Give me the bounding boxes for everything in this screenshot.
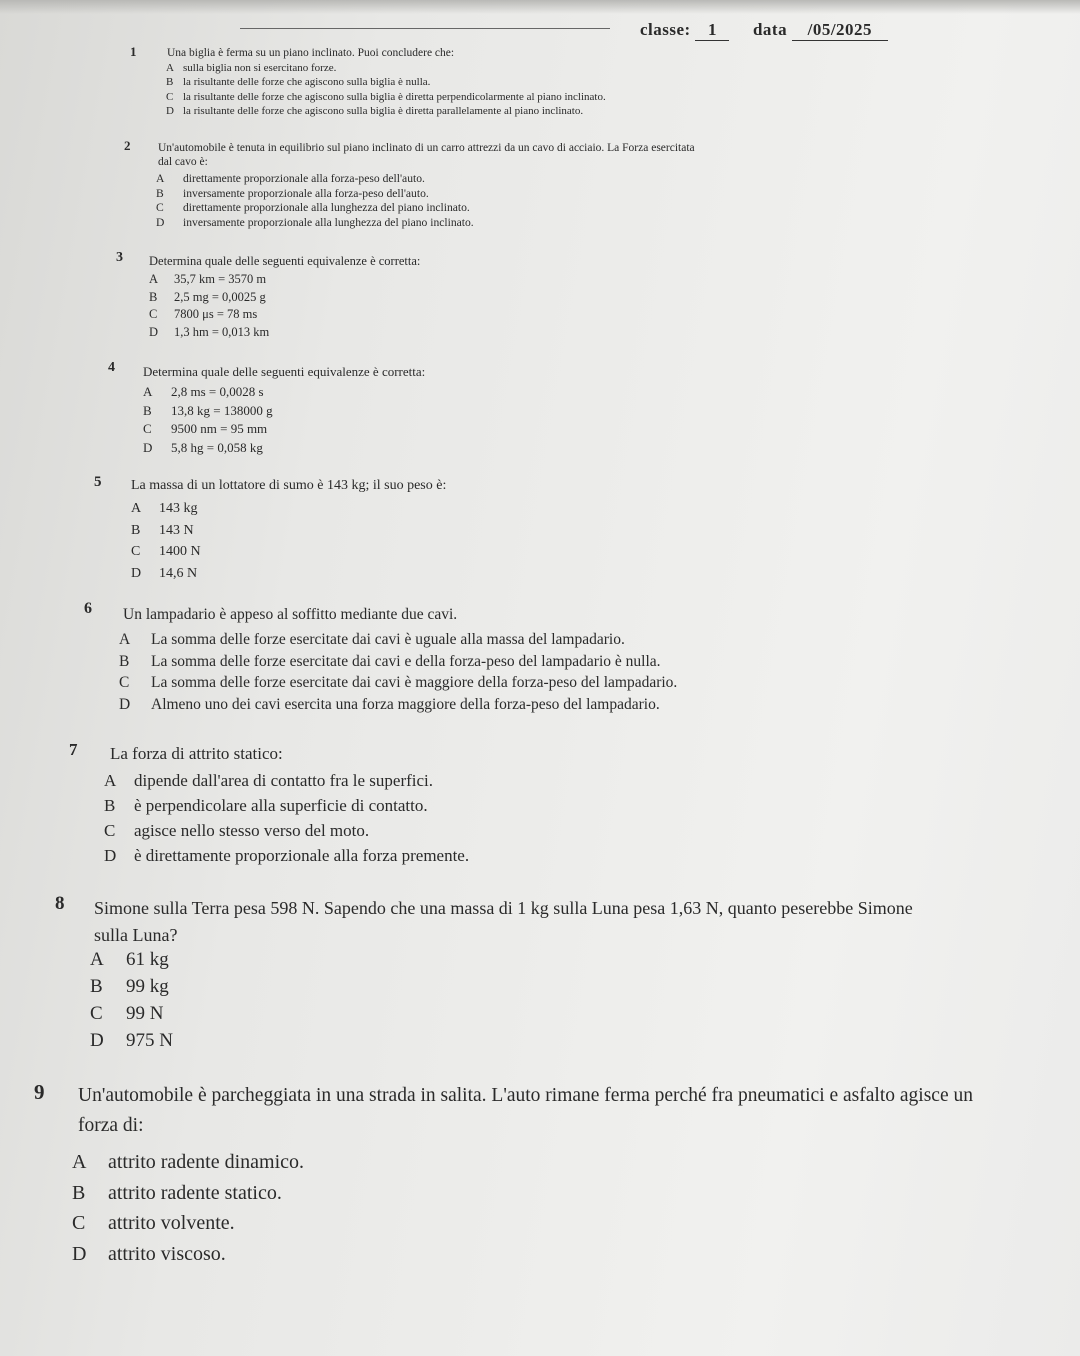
option-d[interactable]: D 5,8 hg = 0,058 kg xyxy=(143,439,263,455)
option-b[interactable]: B la risultante delle forze che agiscono sulla biglia è nulla. xyxy=(166,76,431,89)
question-number: 8 xyxy=(55,893,65,914)
question-text: Una biglia è ferma su un piano inclinato. Puoi concludere che: xyxy=(167,47,455,59)
question-number: 4 xyxy=(108,360,115,375)
question-text: Determina quale delle seguenti equivalenze è corretta: xyxy=(149,254,421,268)
question-number: 5 xyxy=(94,474,102,490)
class-value: 1 xyxy=(695,20,729,41)
option-c[interactable]: C la risultante delle forze che agiscono sulla biglia è diretta perpendicolarmente al piano inclinato. xyxy=(166,90,606,103)
question-text: La forza di attrito statico: xyxy=(110,744,283,763)
option-a[interactable]: A sulla biglia non si esercitano forze. xyxy=(166,62,337,74)
option-a[interactable]: A 143 kg xyxy=(131,501,198,516)
question-number: 1 xyxy=(130,44,137,59)
option-d[interactable]: D 975 N xyxy=(90,1030,173,1051)
option-a[interactable]: A direttamente proporzionale alla forza-peso dell'auto. xyxy=(156,172,425,185)
options-list xyxy=(156,172,474,230)
options-list xyxy=(166,61,606,118)
question-text: Un lampadario è appeso al soffitto mediante due cavi. xyxy=(123,606,458,623)
option-b[interactable]: B 143 N xyxy=(131,522,194,538)
option-b[interactable]: B La somma delle forze esercitate dai cavi e della forza-peso del lampadario è nulla. xyxy=(119,652,661,670)
option-a[interactable]: A attrito radente dinamico. xyxy=(72,1151,305,1173)
top-rule xyxy=(240,28,610,29)
option-c[interactable]: C 9500 nm = 95 mm xyxy=(143,421,268,436)
option-b[interactable]: B è perpendicolare alla superficie di contatto. xyxy=(104,796,428,815)
option-a[interactable]: A 2,8 ms = 0,0028 s xyxy=(143,384,264,399)
option-c[interactable]: C 7800 μs = 78 ms xyxy=(149,307,258,321)
option-b[interactable]: B attrito radente statico. xyxy=(72,1181,282,1204)
option-d[interactable]: D è direttamente proporzionale alla forza premente. xyxy=(104,846,470,865)
option-c[interactable]: C 99 N xyxy=(90,1003,164,1024)
paper-top-shadow xyxy=(0,0,1080,14)
date-label: data xyxy=(752,20,788,39)
question-number: 2 xyxy=(124,138,131,153)
option-d[interactable]: D attrito viscoso. xyxy=(72,1242,226,1265)
question-number: 7 xyxy=(69,740,78,759)
option-b[interactable]: B 99 kg xyxy=(90,976,169,997)
question-number: 3 xyxy=(116,250,123,265)
option-d[interactable]: D inversamente proporzionale alla lunghezza del piano inclinato. xyxy=(156,215,474,229)
option-c[interactable]: C 1400 N xyxy=(131,544,201,559)
header-line xyxy=(640,20,888,41)
question-text: La massa di un lottatore di sumo è 143 kg; il suo peso è: xyxy=(131,478,447,493)
option-a[interactable]: A dipende dall'area di contatto fra le superfici. xyxy=(104,771,434,790)
option-a[interactable]: A 35,7 km = 3570 m xyxy=(149,272,267,286)
option-d[interactable]: D 14,6 N xyxy=(131,565,198,581)
option-d[interactable]: D 1,3 hm = 0,013 km xyxy=(149,324,270,339)
options-list xyxy=(131,498,201,584)
options-list xyxy=(104,768,469,868)
option-c[interactable]: C La somma delle forze esercitate dai cavi è maggiore della forza-peso del lampadario. xyxy=(119,674,678,691)
question-number: 6 xyxy=(84,600,92,617)
options-list xyxy=(119,629,677,715)
class-label: classe: xyxy=(640,20,691,39)
question-text: Un'automobile è parcheggiata in una strada in salita. L'auto rimane ferma perché fra pneumatici e asfalto agisce un forza di: xyxy=(78,1085,973,1136)
option-d[interactable]: D Almeno uno dei cavi esercita una forza maggiore della forza-peso del lampadario. xyxy=(119,695,660,713)
date-value: /05/2025 xyxy=(792,20,888,41)
options-list xyxy=(149,271,269,341)
question-text: Simone sulla Terra pesa 598 N. Sapendo che una massa di 1 kg sulla Luna pesa 1,63 N, quanto peserebbe Simone sulla Luna? xyxy=(94,898,913,945)
option-b[interactable]: B 2,5 mg = 0,0025 g xyxy=(149,289,266,304)
option-b[interactable]: B 13,8 kg = 138000 g xyxy=(143,402,273,418)
option-d[interactable]: D la risultante delle forze che agiscono sulla biglia è diretta parallelamente al piano inclinato. xyxy=(166,104,584,117)
options-list xyxy=(90,946,173,1054)
options-list xyxy=(143,383,273,457)
option-c[interactable]: C direttamente proporzionale alla lunghezza del piano inclinato. xyxy=(156,201,470,214)
question-text: Un'automobile è tenuta in equilibrio sul piano inclinato di un carro attrezzi da un cavo di acciaio. La Forza esercitata dal cavo è: xyxy=(158,142,695,168)
option-c[interactable]: C attrito volvente. xyxy=(72,1212,235,1234)
options-list xyxy=(72,1147,304,1269)
question-number: 9 xyxy=(34,1080,45,1104)
option-a[interactable]: A La somma delle forze esercitate dai cavi è uguale alla massa del lampadario. xyxy=(119,631,625,648)
option-c[interactable]: C agisce nello stesso verso del moto. xyxy=(104,821,370,840)
question-text: Determina quale delle seguenti equivalenze è corretta: xyxy=(143,364,426,379)
option-a[interactable]: A 61 kg xyxy=(90,949,169,970)
option-b[interactable]: B inversamente proporzionale alla forza-peso dell'auto. xyxy=(156,186,429,200)
